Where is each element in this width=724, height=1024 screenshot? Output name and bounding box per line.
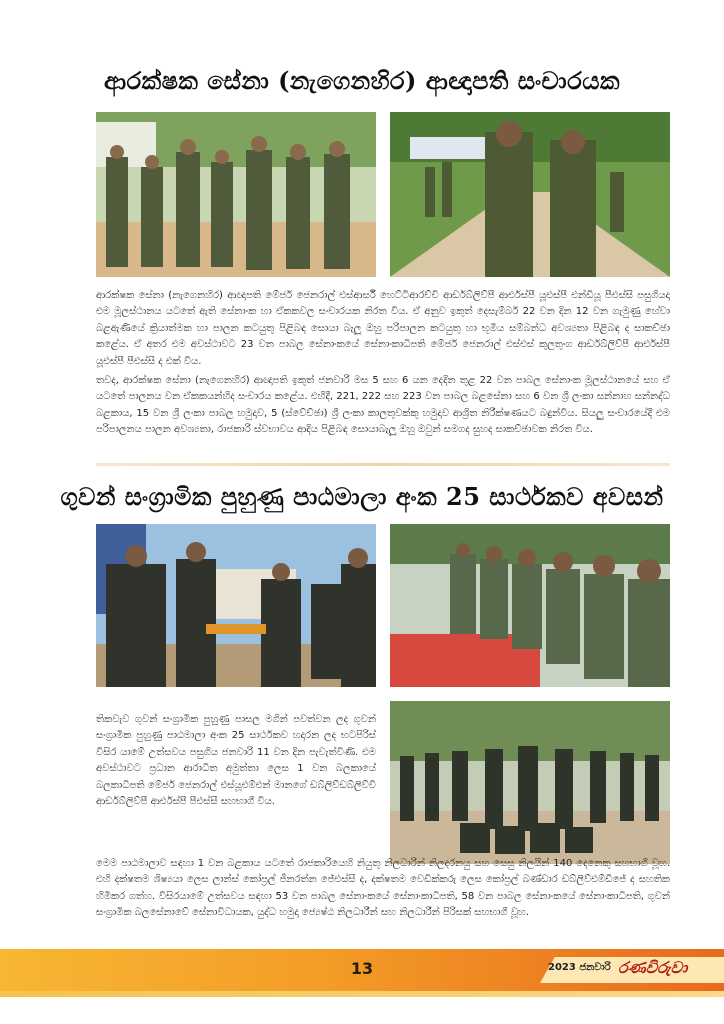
article2-headline: ගුවන් සංග්‍රාමික පුහුණු පාඨමාලා අංක 25 සාර්ථකව අවසන් (60, 482, 664, 511)
section-divider (96, 463, 670, 466)
photo-commander-walking (390, 112, 670, 277)
article2-paragraph-1: තිකවැව ගුවන් සංග්‍රාමික පුහුණු පාසල මගින් පවත්වන ලද ගුවන් සංග්‍රාමික පුහුණු පාඨමාලා අංක 25 සාර්ථකව හදාරන ලද භටපිරිස් විසිර යාමේ උත්සවය පසුගිය ජනවාරි 11 වන දින පැවැත්විණි. එම අවස්ථාවට ප්‍රධාන ආරාධිත අමුත්තා ලෙස 1 වන බලකායේ බලකාධිපති මේජර් ජෙනරාල් එස්යූඑම්එන් මානගේ ඩබ්ලිව්ඩබ්ලිව්වී ආර්ඩබ්ලිව්පී ආර්එස්පී පීඑස්සී සහභාගී විය. (96, 714, 376, 808)
photo-officers-applauding (390, 524, 670, 687)
photo-award-presentation (96, 524, 376, 687)
magazine-logo: රණවිරුවා (618, 958, 688, 977)
article1-paragraph-1: ආරක්ෂක සේනා (නැගෙනහිර) ආඥාපති මේජර් ජෙනරාල් එස්ආර්සී හෙට්ටිආරච්චි ආර්ඩබ්ලිව්පී ආර්එස්පී යූඑස්පී එන්ඩියූ පීඑස්සී පසුගියදා එම මූලස්ථානය යටතේ ඇති සේනාංක හා ඒකකවල සංචාරයක නිරත විය. ඒ අනුව ඉකුත් දෙසැම්බර් 22 වන දින 12 වන ගැමුණු හේවා බළඇණියේ ක්‍රියාත්මක හා පාලන කටයුතු පිළිබඳ සොයා බැලූ ඔහු පරිපාලන කටයුතු හා භූමිය සම්බන්ධ අවශ්‍යතා පිළිබඳ ද සාකච්ඡා කළේය. ඒ අතර එම අවස්ථාවට 23 වන පාබල සේනාංකයේ සේනාංකාධිපති මේජර් ජෙනරාල් එස්එස් කුලතුංග ආර්ඩබ්ලිව්පී ආර්එස්පී යූඑස්පී පීඑස්සී ද එක් විය. (96, 290, 670, 367)
photo-soldiers-drill (390, 701, 670, 864)
article2-paragraph-2: මෙම පාඨමාලාව සඳහා 1 වන බළකාය යටතේ රාජකාරියෙහි නියුතු නිලධාරින් නිලදරනයු සහ සෙසු නිලයින් 140 දෙනෙකු සහභාගී වූහ. එහි දක්ෂතම ශිෂ්‍යයා ලෙස ලාන්ස් කෝප්‍රල් ජීනරත්න ජේඑස්සී ද, දක්ෂතම වෙඩික්කරු ලෙස කෝප්‍රල් බණ්ඩාර ඩබ්ලිව්එම්ඩීජේ ද සහතික හිමිකර ගත්හ. විසිරයාමේ උත්සවය සඳහා 53 වන පාබල සේනාංකයේ සේනාංකාධිපති, 58 වන පාබල සේනාංකයේ සේනාංකාධිපති, ගුවන් සංග්‍රාමික බලසේනාවේ සේනාවිධායක, යුද්ධ හමුදා ජ්‍යෙෂ්ඨ නිලධාරීන් සහ නිලධාරීන් පිරිසක් සහභාගී වූහ. (96, 858, 670, 919)
photo-inspection-march (96, 112, 376, 277)
article1-headline: ආරක්ෂක සේනා (නැගෙනහිර) ආඥාපති සංචාරයක (104, 66, 620, 95)
issue-date: 2023 ජනවාරි (548, 962, 611, 973)
article1-paragraph-2: තවද, ආරක්ෂක සේනා (නැගෙනහිර) ආඥාපති ඉකුත් ජනවාරි මස 5 සහ 6 යන දෙදින තුළ 22 වන පාබල සේනාංක මූලස්ථානයේ සහ ඒ යටතේ පාලනය වන ඒකකයන්හිද සංචාරය කළේය. එහිදී, 221, 222 සහ 223 වන පාබල බළසේනා සහ 6 වන ශ්‍රී ලංකා සන්නාහ සන්නද්ධ බළකාය, 15 වන ශ්‍රී ලංකා පාබල හමුදාව, 5 (ස්වේච්ඡා) ශ්‍රී ලංකා කාලතුවක්කු හමුදාව ආශ්‍රිත නිරීක්ෂණයට බඳුන්විය. සියලු සංචාරයේදී එම පරිපාලනය පාලන අවශ්‍යතා, රාජකාරි ස්වභාවය ආදිය පිළිබඳ සොයාබැලූ ඔහු ඔවුන් සමගද සුහද සාකච්ඡාවක නිරත විය. (96, 375, 670, 436)
page-number: 13 (350, 959, 374, 978)
